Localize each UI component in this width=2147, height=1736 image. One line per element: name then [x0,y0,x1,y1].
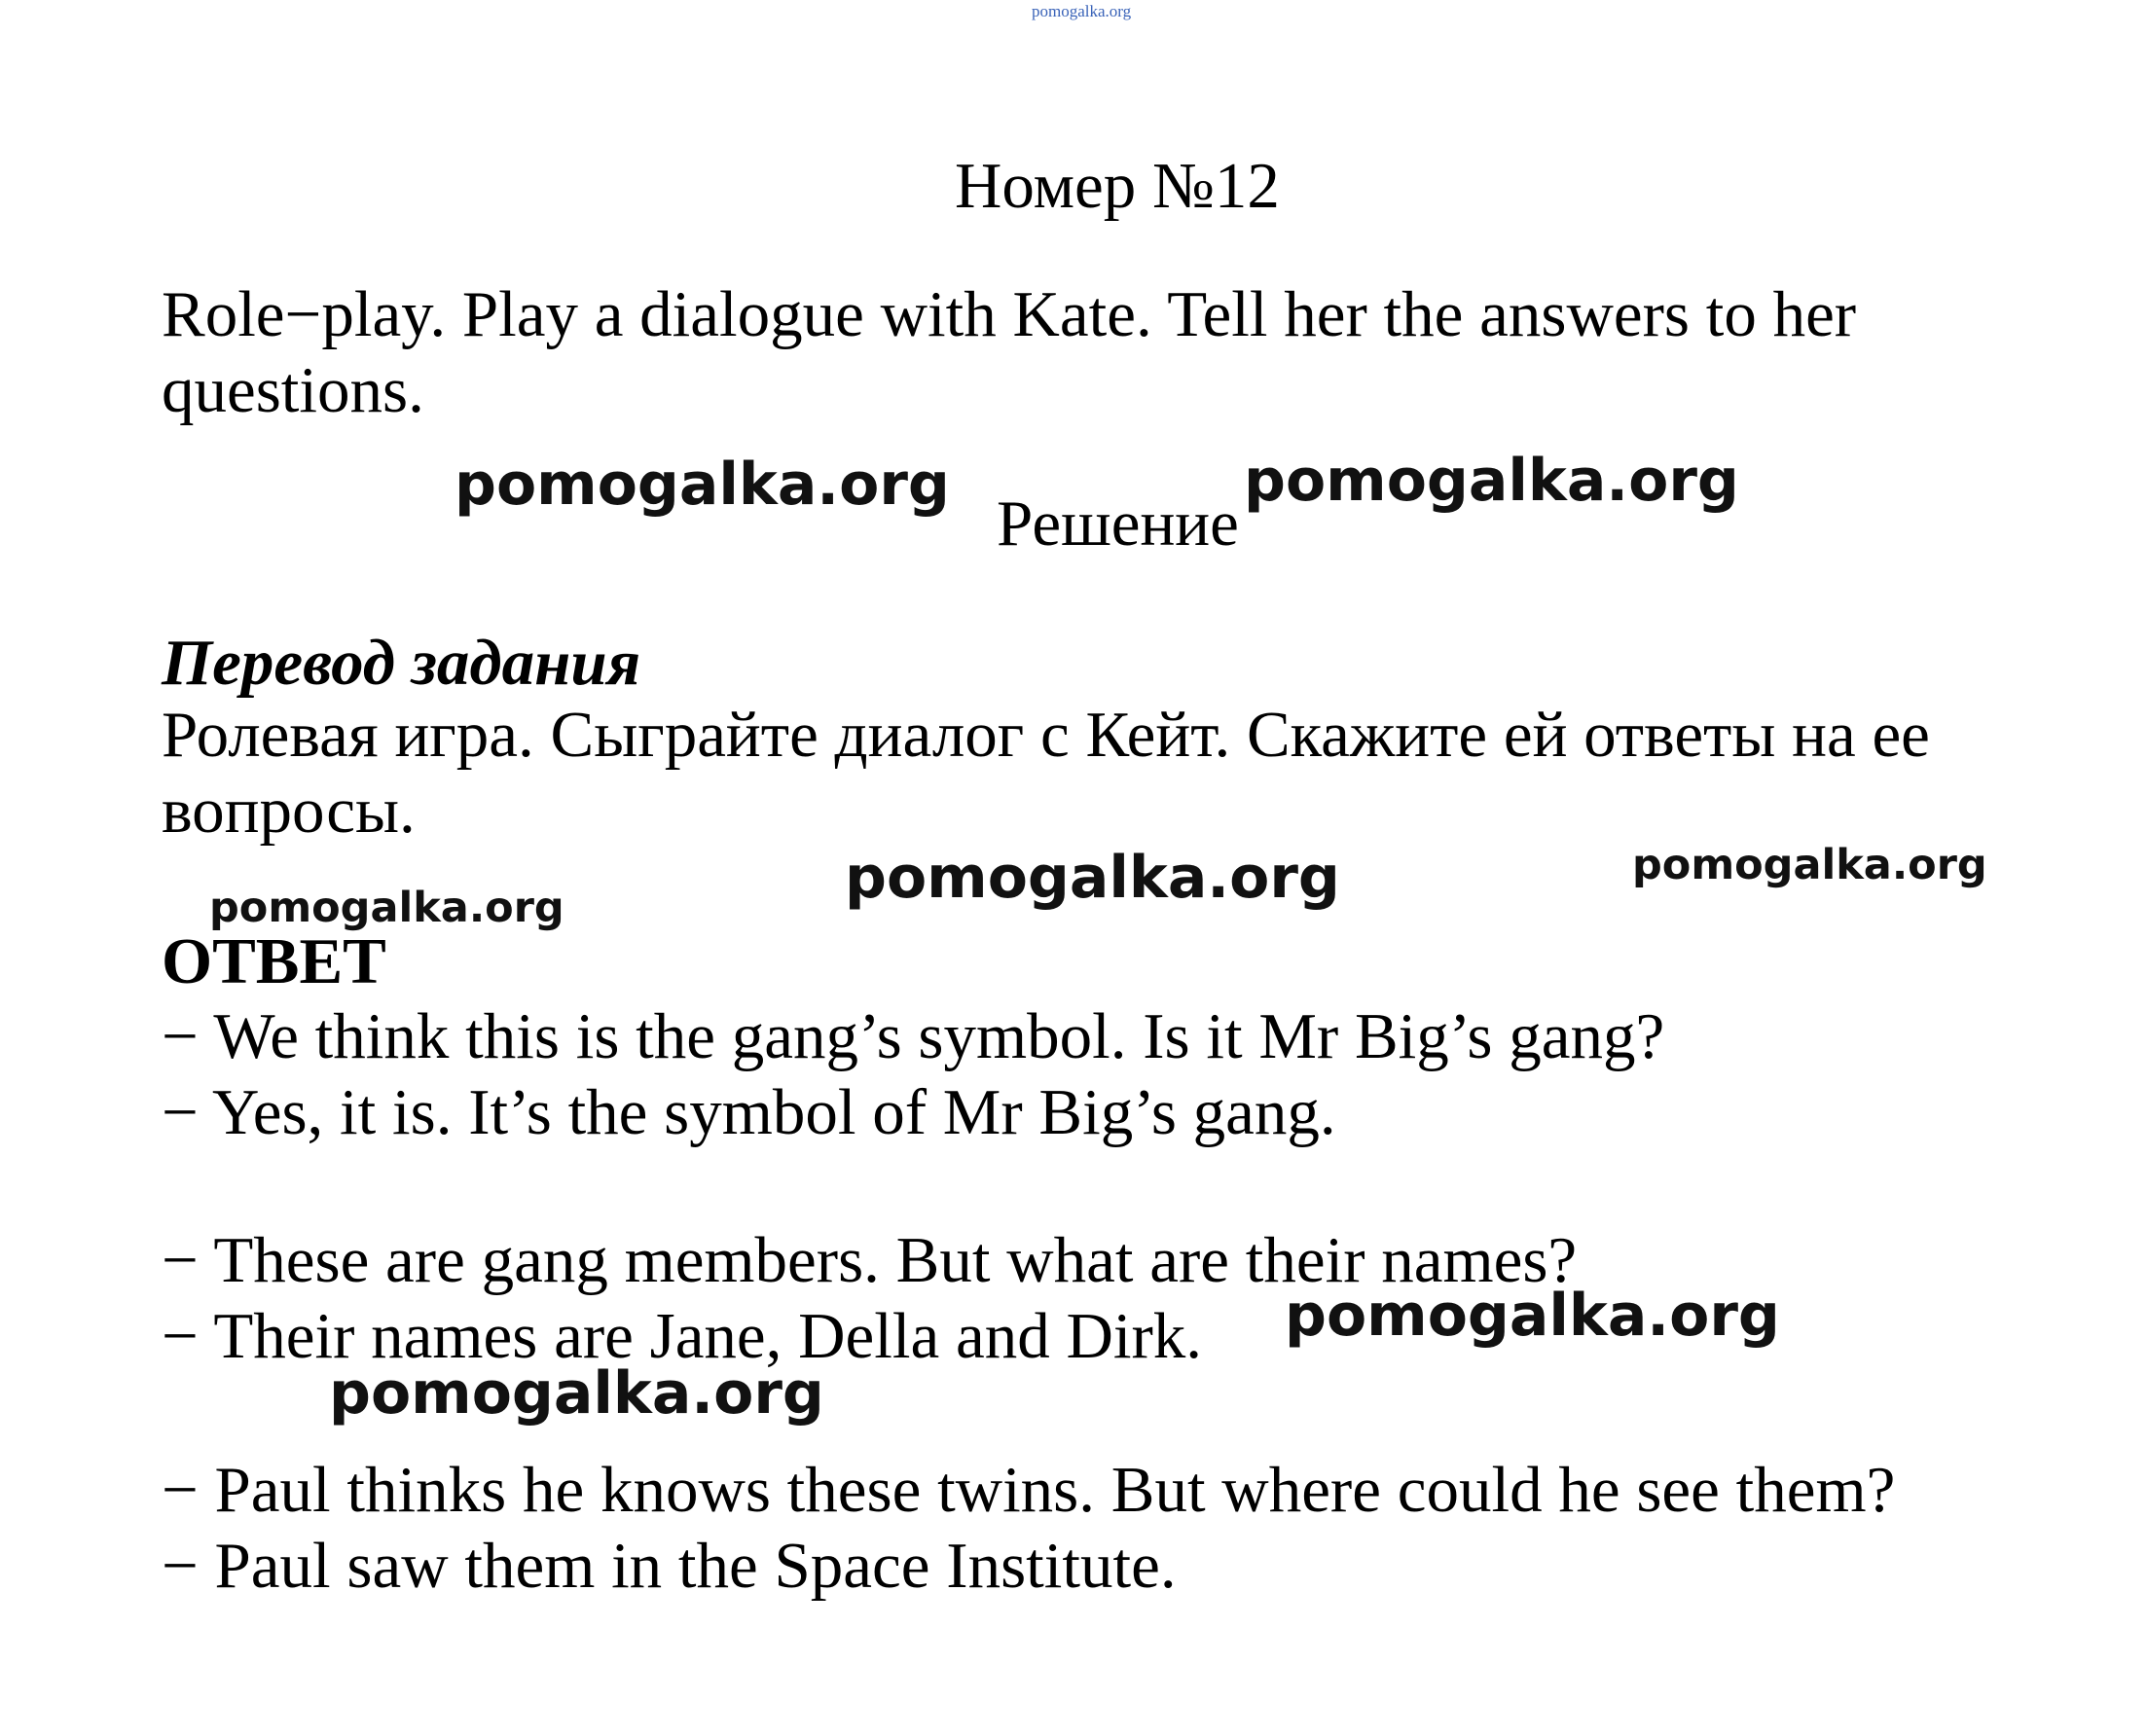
translation-heading: Перевод задания [162,627,641,699]
translation-text-line: вопросы. [162,775,416,847]
dialogue-line: − Their names are Jane, Della and Dirk. [162,1300,1203,1372]
header-watermark: pomogalka.org [1032,2,1132,20]
watermark: pomogalka.org [1244,447,1739,515]
answer-heading: ОТВЕТ [162,925,386,997]
watermark: pomogalka.org [455,451,950,519]
watermark: pomogalka.org [1285,1282,1780,1350]
dialogue-line: − Paul thinks he knows these twins. But where could he see them? [162,1454,1896,1526]
dialogue-line: − Yes, it is. It’s the symbol of Mr Big’s gang. [162,1076,1336,1148]
watermark: pomogalka.org [845,844,1340,912]
task-text-line: questions. [162,354,424,426]
watermark: pomogalka.org [1632,841,1987,889]
solution-label: Решение [997,488,1239,560]
dialogue-line: − We think this is the gang’s symbol. Is it Mr Big’s gang? [162,1000,1665,1072]
task-text-line: Role−play. Play a dialogue with Kate. Tell her the answers to her [162,278,1857,350]
watermark: pomogalka.org [329,1359,824,1428]
watermark: pomogalka.org [209,884,564,932]
dialogue-line: − These are gang members. But what are their names? [162,1224,1578,1296]
dialogue-line: − Paul saw them in the Space Institute. [162,1530,1177,1602]
translation-text-line: Ролевая игра. Сыграйте диалог с Кейт. Скажите ей ответы на ее [162,699,1930,771]
page-title: Номер №12 [955,150,1280,222]
